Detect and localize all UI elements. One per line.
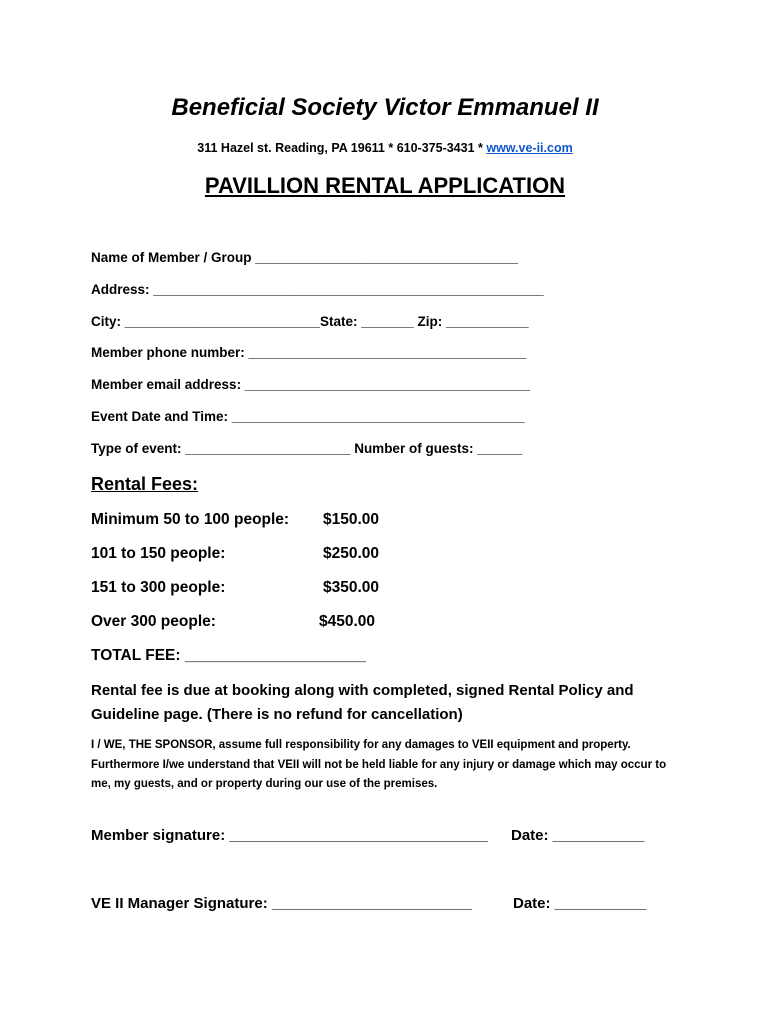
- fee-price: $250.00: [323, 545, 380, 562]
- rental-fees-heading: Rental Fees:: [91, 474, 199, 494]
- fee-price: $450.00: [319, 613, 376, 630]
- form-title: PAVILLION RENTAL APPLICATION: [204, 173, 566, 198]
- event-type-guests-field[interactable]: Type of event: ______________________ Number of guests: ______: [91, 441, 523, 456]
- manager-signature-field[interactable]: VE II Manager Signature: ________________________: [91, 895, 473, 912]
- fee-label: Minimum 50 to 100 people:: [91, 511, 290, 528]
- manager-date-field[interactable]: Date: ___________: [513, 895, 647, 912]
- fee-label: Over 300 people:: [91, 613, 216, 630]
- organization-name: Beneficial Society Victor Emmanuel II: [171, 94, 599, 121]
- city-state-zip-field[interactable]: City: __________________________State: _______ Zip: ___________: [91, 314, 529, 329]
- name-field[interactable]: Name of Member / Group ___________________________________: [91, 250, 519, 265]
- fee-price: $150.00: [323, 511, 380, 528]
- website-link[interactable]: www.ve-ii.com: [486, 141, 573, 155]
- fee-label: 101 to 150 people:: [91, 545, 226, 562]
- fee-label: 151 to 300 people:: [91, 579, 226, 596]
- liability-statement: I / WE, THE SPONSOR, assume full responsibility for any damages to VEII equipment and property. Furthermore I/we understand that VEII will not be held liable for any injury or damage which may occur to me, my guests, and or property during our use of the premises.: [91, 739, 667, 791]
- email-field[interactable]: Member email address: ______________________________________: [91, 377, 531, 392]
- fee-price: $350.00: [323, 579, 380, 596]
- member-signature-field[interactable]: Member signature: _______________________________: [91, 827, 488, 844]
- phone-field[interactable]: Member phone number: _____________________________________: [91, 345, 527, 360]
- total-fee-field[interactable]: TOTAL FEE: _____________________: [91, 647, 366, 664]
- address-text: 311 Hazel st. Reading, PA 19611 * 610-375-3431 *: [197, 141, 487, 155]
- booking-note: Rental fee is due at booking along with completed, signed Rental Policy and Guideline page. (There is no refund for cancellation): [91, 682, 634, 723]
- address-field[interactable]: Address: ____________________________________________________: [91, 282, 544, 297]
- contact-line: [0, 141, 770, 155]
- member-date-field[interactable]: Date: ___________: [511, 827, 645, 844]
- event-date-field[interactable]: Event Date and Time: _______________________________________: [91, 409, 525, 424]
